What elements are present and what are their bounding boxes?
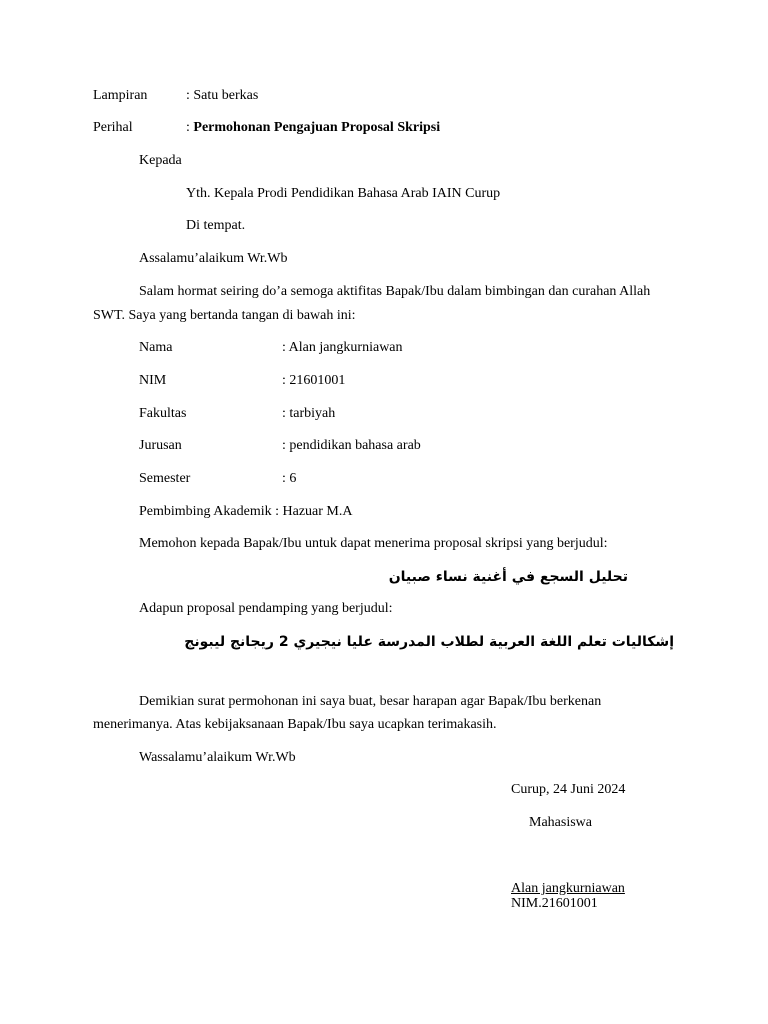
signature-role: Mahasiswa (529, 815, 592, 830)
kepada-label: Kepada (139, 153, 182, 168)
intro-line-1: Salam hormat seiring do’a semoga aktifitas Bapak/Ibu dalam bimbingan dan curahan Allah (139, 284, 651, 299)
greeting: Assalamu’alaikum Wr.Wb (139, 251, 288, 266)
identity-label-jurusan: Jurusan (139, 438, 182, 453)
signature-name: Alan jangkurniawan (511, 881, 625, 896)
perihal-colon: : (186, 120, 194, 135)
perihal-value: Permohonan Pengajuan Proposal Skripsi (193, 120, 441, 135)
closing-line-2: menerimanya. Atas kebijaksanaan Bapak/Ibu saya ucapkan terimakasih. (93, 717, 497, 732)
pembimbing-line: Pembimbing Akademik : Hazuar M.A (139, 504, 353, 519)
perihal-label: Perihal (93, 120, 133, 135)
thesis-title-arabic: تحليل السجع في أغنية نساء صبيان (388, 569, 628, 585)
companion-title-arabic: إشكاليات تعلم اللغة العربية لطلاب المدرسة عليا نيجيري 2 ريجانج ليبونج (184, 634, 674, 650)
farewell: Wassalamu’alaikum Wr.Wb (139, 750, 296, 765)
place-date: Curup, 24 Juni 2024 (511, 782, 626, 797)
identity-label-nim: NIM (139, 373, 167, 388)
identity-label-nama: Nama (139, 340, 173, 355)
perihal-line (186, 120, 440, 136)
identity-value-jurusan: : pendidikan bahasa arab (282, 438, 421, 453)
identity-value-nama: : Alan jangkurniawan (282, 340, 403, 355)
request-line: Memohon kepada Bapak/Ibu untuk dapat menerima proposal skripsi yang berjudul: (139, 536, 608, 551)
identity-value-nim: : 21601001 (282, 373, 346, 388)
lampiran-value: : Satu berkas (186, 88, 259, 103)
identity-value-semester: : 6 (282, 471, 297, 486)
recipient-place: Di tempat. (186, 218, 246, 233)
companion-intro: Adapun proposal pendamping yang berjudul: (139, 601, 393, 616)
lampiran-label: Lampiran (93, 88, 148, 103)
identity-label-semester: Semester (139, 471, 191, 486)
identity-value-fakultas: : tarbiyah (282, 406, 336, 421)
signature-nim: NIM.21601001 (511, 896, 598, 911)
identity-label-fakultas: Fakultas (139, 406, 187, 421)
closing-line-1: Demikian surat permohonan ini saya buat, besar harapan agar Bapak/Ibu berkenan (139, 694, 602, 709)
intro-line-2: SWT. Saya yang bertanda tangan di bawah ini: (93, 308, 356, 323)
recipient-name: Yth. Kepala Prodi Pendidikan Bahasa Arab IAIN Curup (186, 186, 501, 201)
